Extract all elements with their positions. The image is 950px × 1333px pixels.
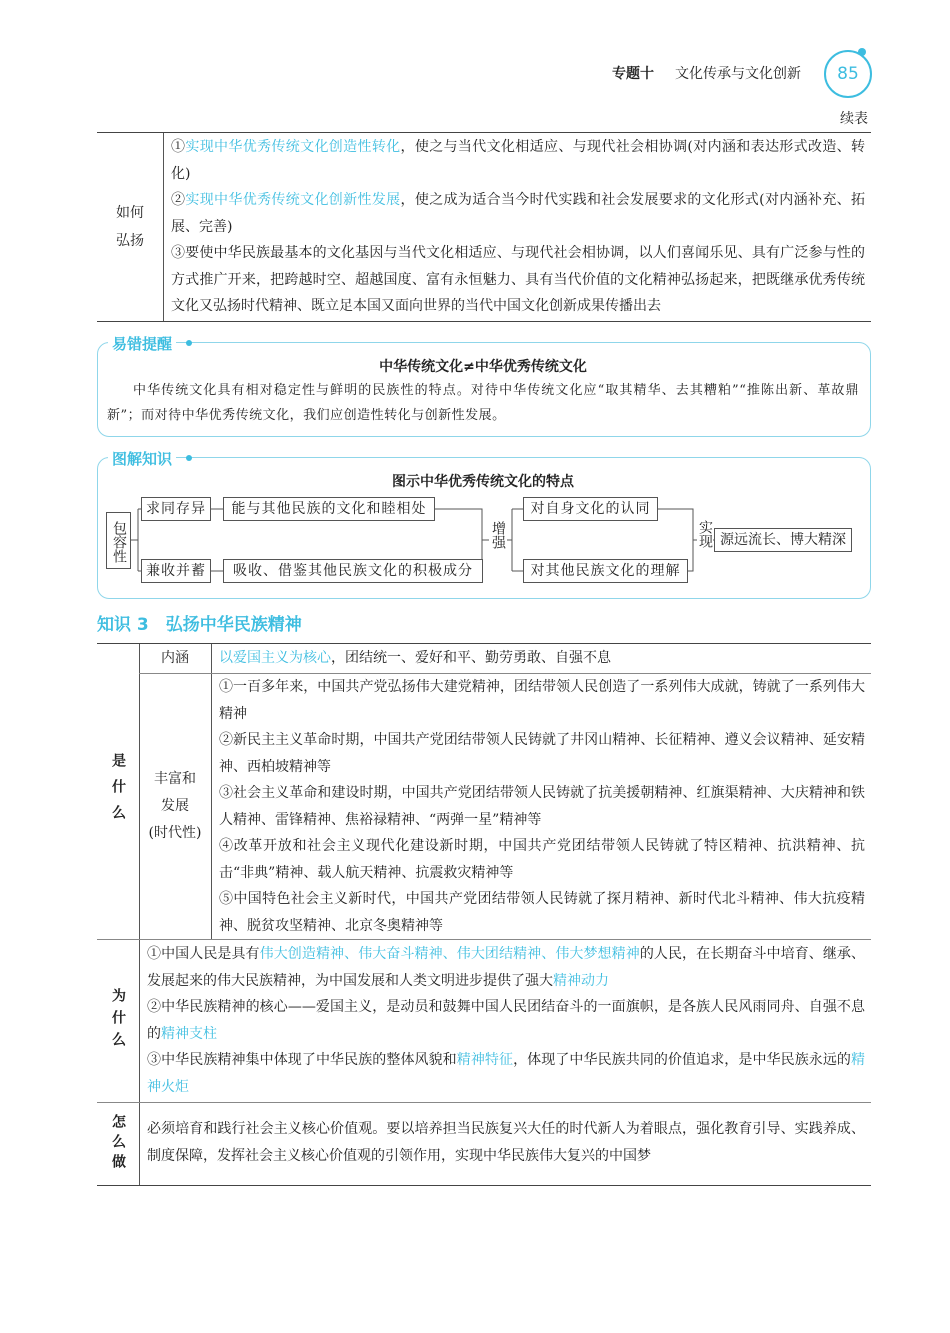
diagram-heading: 图示中华优秀传统文化的特点 (392, 474, 574, 490)
why-item-2: ②中华民族精神的核心——爱国主义，是动员和鼓舞中国人民团结奋斗的一面旗帜，是各族人民风雨同舟、自强不息的精神支柱 (147, 999, 865, 1042)
page-number: 85 (824, 50, 872, 98)
rich-item-1: ①一百多年来，中国共产党弘扬伟大建党精神，团结带领人民创造了一系列伟大成就，铸就了一系列伟大精神 (219, 679, 865, 722)
tip-box-body: 中华传统文化具有相对稳定性与鲜明的民族性的特点。对待中华传统文化应“取其精华、去其糟粕”“推陈出新、革故鼎新”；而对待中华优秀传统文化，我们应创造性转化与创新性发展。 (107, 383, 859, 423)
rich-label: 丰富和 发展 (时代性) (148, 771, 202, 841)
why-item-3: ③中华民族精神集中体现了中华民族的整体风貌和精神特征，体现了中华民族共同的价值追求，是中华民族永远的精神火炬 (147, 1052, 866, 1095)
connotation-label: 内涵 (161, 650, 189, 666)
diagram-result-1: 对自身文化的认同 (523, 497, 658, 521)
why-items (147, 941, 865, 1100)
why-item-1: ①中国人民是具有伟大创造精神、伟大奋斗精神、伟大团结精神、伟大梦想精神的人民，在长期奋斗中培育、继承、发展起来的伟大民族精神，为中国发展和人类文明进步提供了强大精神动力 (147, 946, 866, 989)
diagram-result-2: 对其他民族文化的理解 (523, 559, 688, 583)
connotation-text: 以爱国主义为核心，团结统一、爱好和平、勤劳勇敢、自强不息 (219, 650, 611, 666)
tip-box-heading: 中华传统文化≠中华优秀传统文化 (379, 359, 587, 375)
spirit-table (97, 643, 871, 1186)
diagram-branch-2-desc: 吸收、借鉴其他民族文化的积极成分 (223, 559, 483, 583)
diagram-box-label: 图解知识 (108, 448, 176, 469)
diagram-branch-2: 兼收并蓄 (141, 559, 211, 583)
diagram-realize: 实现 (697, 520, 713, 548)
diagram-enhance: 增强 (490, 521, 506, 549)
why-label: 为什么 (110, 988, 126, 1054)
how-item-1: ①实现中华优秀传统文化创造性转化，使之与当代文化相适应、与现代社会相协调(对内涵和表达形式改造、转化) (171, 139, 866, 182)
diagram-branch-1: 求同存异 (141, 497, 211, 521)
diagram-root: 包容性 (106, 512, 131, 569)
rich-items (219, 674, 865, 939)
chapter-label: 专题十 (612, 66, 654, 82)
how-item-2: ②实现中华优秀传统文化创新性发展，使之成为适合当今时代实践和社会发展要求的文化形式(对内涵补充、拓展、完善) (171, 192, 866, 235)
rich-item-2: ②新民主主义革命时期，中国共产党团结带领人民铸就了井冈山精神、长征精神、遵义会议精神、延安精神、西柏坡精神等 (219, 732, 865, 775)
chapter-title: 文化传承与文化创新 (675, 66, 801, 82)
rich-item-4: ④改革开放和社会主义现代化建设新时期，中国共产党团结带领人民铸就了特区精神、抗洪精神、抗击“非典”精神、载人航天精神、抗震救灾精神等 (219, 838, 865, 881)
section-title: 知识 3 弘扬中华民族精神 (97, 615, 302, 635)
rich-item-3: ③社会主义革命和建设时期，中国共产党团结带领人民铸就了抗美援朝精神、红旗渠精神、大庆精神和铁人精神、雷锋精神、焦裕禄精神、“两弹一星”精神等 (219, 785, 865, 828)
diagram-branch-1-desc: 能与其他民族的文化和睦相处 (223, 497, 435, 521)
how-item-3: ③要使中华民族最基本的文化基因与当代文化相适应、与现代社会相协调，以人们喜闻乐见、具有广泛参与性的方式推广开来，把跨越时空、超越国度、富有永恒魅力、具有当代价值的文化精神弘扬起来，把既继承优秀传统文化又弘扬时代精神、既立足本国又面向世界的当代中国文化创新成果传播出去 (171, 245, 866, 314)
tip-box-label: 易错提醒 (108, 333, 176, 354)
how-row-label: 如何 弘扬 (116, 205, 144, 249)
diagram-final: 源远流长、博大精深 (714, 528, 852, 552)
what-label: 是什么 (110, 752, 126, 831)
how-label: 怎么做 (110, 1114, 126, 1174)
how-text: 必须培育和践行社会主义核心价值观。要以培养担当民族复兴大任的时代新人为着眼点，强化教育引导、实践养成、制度保障，发挥社会主义核心价值观的引领作用，实现中华民族伟大复兴的中国梦 (147, 1121, 865, 1164)
rich-item-5: ⑤中国特色社会主义新时代，中国共产党团结带领人民铸就了探月精神、新时代北斗精神、伟大抗疫精神、脱贫攻坚精神、北京冬奥精神等 (219, 891, 865, 934)
continued-label: 续表 (840, 111, 868, 127)
